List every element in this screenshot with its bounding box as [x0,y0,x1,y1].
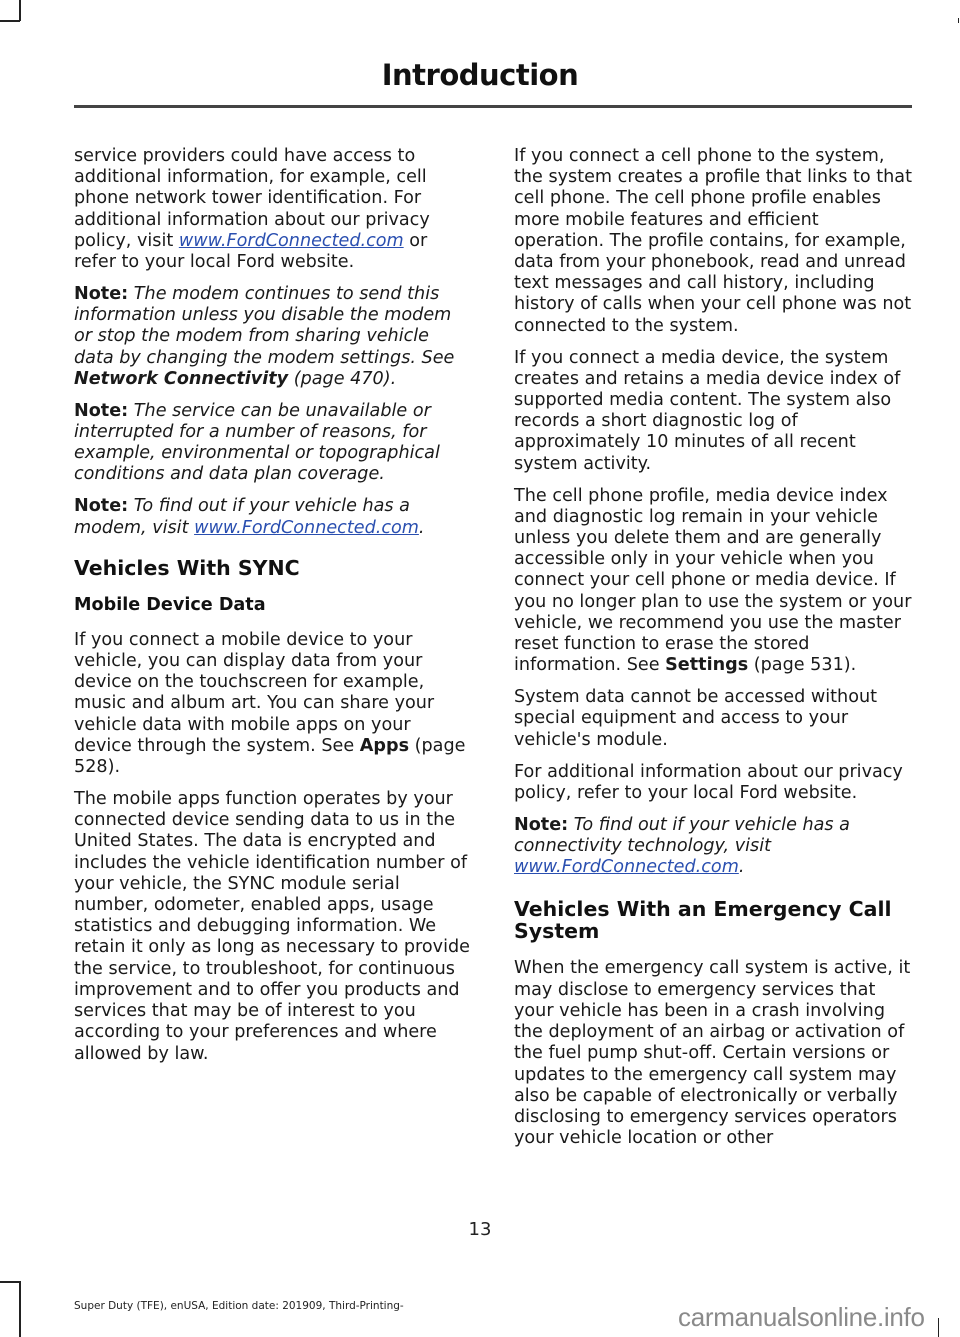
crop-mark-top-right [958,18,959,23]
crop-mark-top-left-h [0,20,20,22]
page-number: 13 [468,1219,492,1240]
note-label: Note: [514,814,569,835]
note-text: The modem continues to send this information unless you disable the modem or stop the modem from sharing vehicle data by changing the modem settings. See [74,284,455,368]
note-text: To find out if your vehicle has a modem, visit [74,496,410,538]
note-connectivity [514,815,912,879]
note-label: Note: [74,400,129,421]
watermark: carmanualsonline.info [678,1302,925,1332]
cell-phone-paragraph: If you connect a cell phone to the system, the system creates a profile that links to that cell phone. The cell phone profile enables more mobile features and efficient operation. The profile contains, for example, data from your phonebook, read and unread text messages and call history, including history of calls when your cell phone was not connected to the system. [514,146,912,336]
ford-connected-link[interactable]: www.FordConnected.com [514,857,739,878]
ford-connected-link[interactable]: www.FordConnected.com [194,517,419,538]
note-text: To find out if your vehicle has a connectivity technology, visit [514,814,850,857]
emergency-call-paragraph: When the emergency call system is active, it may disclose to emergency services that your vehicle has been in a crash involving the deployment of an airbag or activation of the fuel pump shut-off. Certain versions or updates to the emergency call system may also be capable of electronically or verbally disclosing to emergency services operators your vehicle location or other [514,958,911,1149]
mobile-apps-paragraph: The mobile apps function operates by your connected device sending data to us in the United States. The data is encrypted and includes the vehicle identification number of your vehicle, the SYNC module serial number, odometer, enabled apps, usage statistics and debugging information. We retain it only as long as necessary to provide the service, to troubleshoot, for continuous improvement and to offer you products and services that may be of interest to you according to your preferences and where allowed by law. [74,789,470,1064]
note-modem [74,284,472,390]
cross-reference-network-connectivity[interactable]: Network Connectivity [74,368,289,389]
section-heading-sync: Vehicles With SYNC [74,555,300,580]
retention-paragraph [514,486,912,677]
crop-mark-bottom-right [938,1318,939,1337]
privacy-paragraph: For additional information about our privacy policy, refer to your local Ford website. [514,761,903,803]
page-reference: (page 528). [74,735,466,778]
crop-mark-top-left-v [19,0,21,21]
note-label: Note: [74,284,129,305]
section-heading-emergency-call: Vehicles With an Emergency Call System [514,897,892,944]
paragraph-text: The cell phone profile, media device index and diagnostic log remain in your vehicle unless you delete them and are generally accessible only in your vehicle when you connect your cell phone or media device. If you no longer plan to use the system or your vehicle, we recommend you use the master reset function to erase the stored information. See [514,485,912,676]
intro-paragraph [74,146,472,273]
system-data-paragraph: System data cannot be accessed without special equipment and access to your vehicle's module. [514,687,878,750]
media-device-paragraph: If you connect a media device, the system creates and retains a media device index of supported media content. The system also records a short diagnostic log of approximately 10 minutes of all recent system activity. [514,347,901,474]
subsection-heading-mobile-device-data: Mobile Device Data [74,594,266,615]
edition-info: Super Duty (TFE), enUSA, Edition date: 201909, Third-Printing- [74,1300,404,1312]
note-label: Note: [74,496,129,517]
left-column [74,146,472,1076]
cross-reference-apps[interactable]: Apps [359,735,410,756]
header-divider [74,105,912,108]
mobile-device-paragraph [74,630,472,778]
note-text-end: . [738,857,745,878]
note-service [74,401,472,486]
right-column [514,146,912,1160]
note-text: The service can be unavailable or interrupted for a number of reasons, for example, environmental or topographical conditions and data plan coverage. [74,400,440,485]
intro-text: service providers could have access to additional information, for example, cell phone network tower identification. For additional information about our privacy policy, visit [74,146,430,251]
page-reference: (page 470). [288,368,397,389]
cross-reference-settings[interactable]: Settings [665,655,749,676]
note-text-end: . [418,517,425,538]
crop-mark-bottom-left-h [0,1281,20,1283]
ford-connected-link[interactable]: www.FordConnected.com [178,230,404,251]
intro-text-end: or refer to your local Ford website. [74,230,428,273]
note-modem-check [74,496,472,538]
crop-mark-bottom-left-v [19,1281,21,1337]
page-reference: (page 531). [748,655,857,676]
paragraph-text: If you connect a mobile device to your vehicle, you can display data from your device on the touchscreen for example, music and album art. You can share your vehicle data with mobile apps on your device through the system. See [74,629,435,756]
page-title: Introduction [381,58,579,92]
